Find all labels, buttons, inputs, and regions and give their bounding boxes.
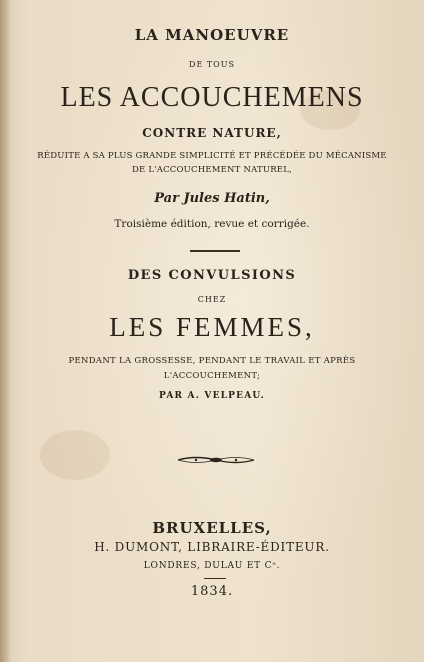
main-title: LES ACCOUCHEMENS <box>60 82 364 113</box>
subtitle-line-1: RÉDUITE A SA PLUS GRANDE SIMPLICITÉ ET PRÉCÉDÉE DU MÉCANISME <box>37 151 387 161</box>
author-line: Par Jules Hatin, <box>154 191 270 206</box>
second-title-line-1: DES CONVULSIONS <box>127 268 297 283</box>
second-title-line-2: CHEZ <box>197 295 227 304</box>
imprint-year: 1834. <box>190 584 234 599</box>
second-main-title: LES FEMMES, <box>109 312 315 342</box>
title-line-2: DE TOUS <box>189 60 235 69</box>
small-divider-rule <box>204 578 226 579</box>
divider-rule <box>190 250 240 252</box>
second-author-line: PAR A. VELPEAU. <box>159 391 265 401</box>
second-subtitle-line-1: PENDANT LA GROSSESSE, PENDANT LE TRAVAIL ET APRÈS <box>68 356 356 366</box>
ornament-icon <box>176 452 256 468</box>
second-subtitle-line-2: L'ACCOUCHEMENT; <box>163 371 261 381</box>
edition-line: Troisième édition, revue et corrigée. <box>114 218 310 230</box>
imprint-city: BRUXELLES, <box>152 519 272 537</box>
paper-stain <box>40 430 110 480</box>
title-line-4: CONTRE NATURE, <box>142 126 282 140</box>
imprint-london: LONDRES, DULAU ET Cᵒ. <box>143 561 281 571</box>
title-line-1: LA MANOEUVRE <box>134 26 290 44</box>
subtitle-line-2: DE L'ACCOUCHEMENT NATUREL, <box>132 165 292 175</box>
imprint-publisher: H. DUMONT, LIBRAIRE-ÉDITEUR. <box>94 540 330 554</box>
